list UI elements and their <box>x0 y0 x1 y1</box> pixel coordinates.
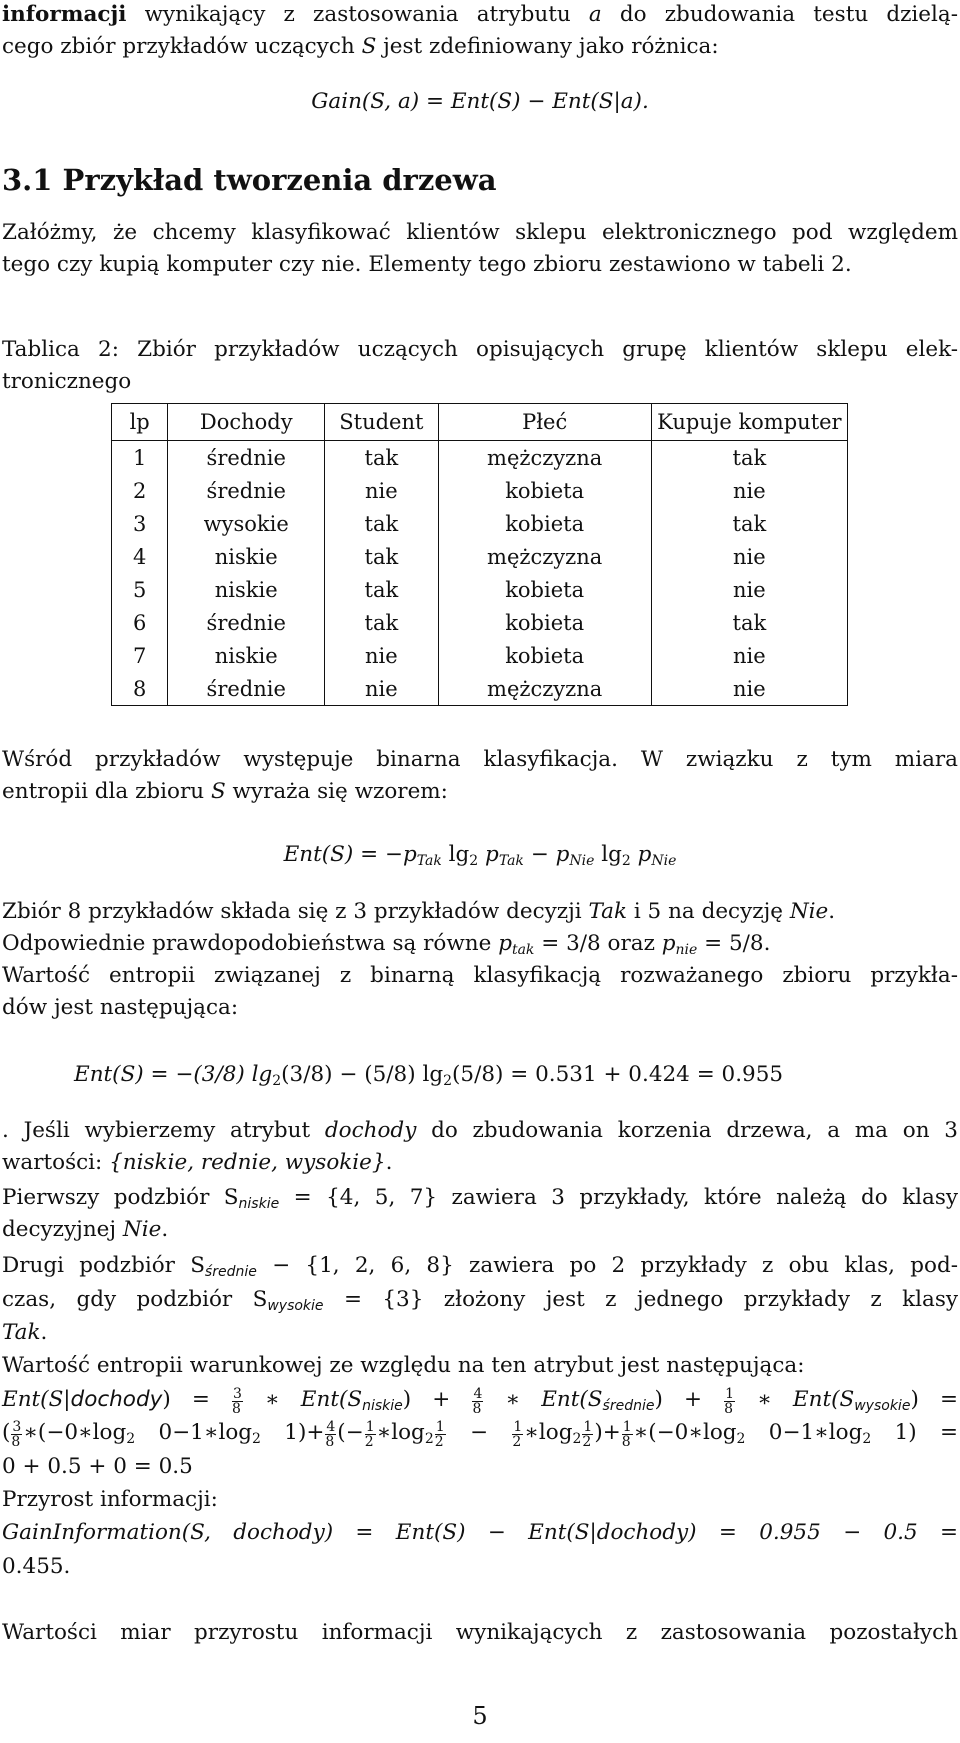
subsets-line-5 <box>2 1251 958 1281</box>
cell: nie <box>651 672 847 706</box>
text: decyzyjnej <box>2 1217 123 1242</box>
math: Ent(S| <box>2 1387 71 1412</box>
entropy-para-3-line-4: dów jest następująca: <box>2 995 239 1020</box>
frac-den: 8 <box>724 1401 734 1417</box>
fraction-1-2 <box>365 1420 376 1449</box>
cond-line-1 <box>2 1385 958 1416</box>
math-var: S <box>210 779 226 804</box>
math-sub: średnie <box>602 1398 655 1414</box>
cond-line-7: Wartości miar przyrostu informacji wynikających z zastosowania pozostałych <box>2 1620 958 1645</box>
cell: 5 <box>112 573 168 606</box>
entropy-value-formula <box>74 1060 954 1090</box>
cell: nie <box>651 573 847 606</box>
entropy-para-3-line-1 <box>2 897 958 927</box>
subsets-line-2 <box>2 1148 958 1178</box>
cond-line-6: 0.455. <box>2 1554 71 1579</box>
text: − {1, 2, 6, 8} zawiera po 2 przykłady z obu klas, pod- <box>256 1253 958 1278</box>
bold-term: informacji <box>2 2 127 27</box>
math: 1) = <box>871 1420 959 1445</box>
subsets-line-4 <box>2 1215 958 1245</box>
cell: tak <box>651 507 847 540</box>
cell: nie <box>651 639 847 672</box>
math-var: p <box>661 931 676 956</box>
text: i 5 na decyzję <box>627 899 790 924</box>
cell: 3 <box>112 507 168 540</box>
math-var: Tak <box>588 899 628 924</box>
cond-line-2 <box>2 1418 958 1449</box>
fraction-1-2 <box>512 1420 523 1449</box>
frac-den: 8 <box>11 1434 21 1450</box>
math: (3/8) − (5/8) lg <box>281 1062 444 1087</box>
math-sub: 2 <box>252 1431 261 1447</box>
entropy-formula <box>0 840 960 870</box>
subsets-line-7 <box>2 1318 958 1348</box>
math: ∗ Ent(S <box>484 1387 603 1412</box>
math: lg <box>441 842 470 867</box>
math-set: {niskie, rednie, wysokie} <box>109 1150 386 1175</box>
cell: 6 <box>112 606 168 639</box>
cell: nie <box>651 540 847 573</box>
math-sub: Nie <box>651 853 677 869</box>
math-sub: wysokie <box>267 1298 324 1314</box>
math-sub: Tak <box>416 853 442 869</box>
math-sub: Tak <box>498 853 524 869</box>
math: ) = <box>162 1387 231 1412</box>
text: wynikający z zastosowania atrybutu <box>126 2 589 27</box>
examples-table <box>111 403 848 706</box>
math: 0−1∗log <box>745 1420 863 1445</box>
text: entropii dla zbioru <box>2 779 211 804</box>
cell: 4 <box>112 540 168 573</box>
math: ∗ Ent(S <box>736 1387 855 1412</box>
cond-line-5: GainInformation(S, dochody) = Ent(S) − Ent(S|dochody) = 0.955 − 0.5 = <box>2 1520 958 1545</box>
math-var: S <box>361 34 377 59</box>
cell: 1 <box>112 441 168 475</box>
cell: tak <box>325 573 438 606</box>
frac-num: 4 <box>326 1419 336 1435</box>
math: ∗ Ent(S <box>243 1387 363 1412</box>
cell: 8 <box>112 672 168 706</box>
table-row <box>112 639 848 672</box>
math-sub: 2 <box>572 1431 582 1447</box>
text: = 5/8. <box>697 931 771 956</box>
math: ( <box>2 1420 11 1445</box>
cond-line-3: 0 + 0.5 + 0 = 0.5 <box>2 1454 193 1479</box>
math: ∗log <box>376 1420 425 1445</box>
math: ) + <box>654 1387 724 1412</box>
math-sub: Nie <box>569 853 595 869</box>
frac-den: 8 <box>232 1401 241 1417</box>
cell: kobieta <box>438 573 651 606</box>
cell: tak <box>651 441 847 475</box>
fraction-1-2 <box>435 1420 446 1449</box>
math-var: Nie <box>789 899 829 924</box>
frac-num: 1 <box>725 1386 735 1402</box>
cell: niskie <box>168 573 325 606</box>
math-sub: niskie <box>362 1398 403 1414</box>
subsets-line-6 <box>2 1285 958 1315</box>
table-row <box>112 540 848 573</box>
cell: kobieta <box>438 606 651 639</box>
cell: nie <box>651 474 847 507</box>
cell: niskie <box>168 540 325 573</box>
text: Pierwszy podzbiór S <box>2 1185 239 1210</box>
text: cego zbiór przykładów uczących <box>2 34 362 59</box>
cell: mężczyzna <box>438 672 651 706</box>
table-caption-line-1: Tablica 2: Zbiór przykładów uczących opisujących grupę klientów sklepu elek- <box>2 337 958 362</box>
text: . Jeśli wybierzemy atrybut <box>2 1118 325 1143</box>
intro-line-2 <box>2 32 958 62</box>
text: . <box>828 899 836 924</box>
frac-num: 3 <box>233 1386 242 1402</box>
fraction-1-8 <box>724 1387 735 1416</box>
math: Ent(S) = −p <box>283 842 417 867</box>
math-sub: średnie <box>204 1264 257 1280</box>
header-student: Student <box>325 404 438 441</box>
table-row <box>112 573 848 606</box>
cell: tak <box>325 540 438 573</box>
text: Odpowiednie prawdopodobieństwa są równe <box>2 931 499 956</box>
header-dochody: Dochody <box>168 404 325 441</box>
math: ) = <box>910 1387 958 1412</box>
fraction-4-8 <box>472 1387 483 1416</box>
math-sub: wysokie <box>854 1398 911 1414</box>
cell: mężczyzna <box>438 540 651 573</box>
math: 0−1∗log <box>135 1420 253 1445</box>
frac-num: 1 <box>622 1419 632 1435</box>
text: = {4, 5, 7} zawiera 3 przykłady, które należą do klasy <box>279 1185 959 1210</box>
cell: 7 <box>112 639 168 672</box>
math: p <box>478 842 499 867</box>
math-sub: nie <box>675 942 698 958</box>
math: − <box>446 1420 512 1445</box>
section-para-line-2: tego czy kupią komputer czy nie. Elementy tego zbioru zestawiono w tabeli 2. <box>2 252 852 277</box>
text: do zbudowania korzenia drzewa, a ma on 3 <box>416 1118 958 1143</box>
fraction-4-8 <box>325 1420 336 1449</box>
section-title: 3.1 Przykład tworzenia drzewa <box>2 163 497 197</box>
table-row <box>112 606 848 639</box>
cell: tak <box>325 441 438 475</box>
text: do zbudowania testu dzielą- <box>601 2 958 27</box>
frac-num: 1 <box>513 1419 523 1435</box>
intro-line-1 <box>2 0 958 30</box>
entropy-para-line-2 <box>2 777 958 807</box>
math-sub: 2 <box>862 1431 872 1447</box>
math-sub: 2 <box>736 1431 746 1447</box>
entropy-para-3-line-2 <box>2 929 958 959</box>
fraction-1-8 <box>622 1420 633 1449</box>
cell: tak <box>325 606 438 639</box>
math: ) + <box>402 1387 472 1412</box>
cell: wysokie <box>168 507 325 540</box>
math-sub: 2 <box>443 1073 453 1089</box>
math: − p <box>523 842 570 867</box>
header-kupuje: Kupuje komputer <box>651 404 847 441</box>
text: Drugi podzbiór S <box>2 1253 205 1278</box>
math: p <box>630 842 652 867</box>
cell: kobieta <box>438 474 651 507</box>
math: ∗log <box>524 1420 573 1445</box>
text: = 3/8 oraz <box>534 931 662 956</box>
math-var: a <box>588 2 602 27</box>
cell: tak <box>651 606 847 639</box>
math-var: p <box>498 931 512 956</box>
subsets-line-1 <box>2 1116 958 1146</box>
frac-den: 2 <box>434 1434 444 1450</box>
math: (− <box>337 1420 364 1445</box>
gain-formula: Gain(S, a) = Ent(S) − Ent(S|a). <box>311 89 649 114</box>
table-row <box>112 672 848 706</box>
math: (5/8) = 0.531 + 0.424 = 0.955 <box>452 1062 784 1087</box>
math: lg <box>594 842 622 867</box>
text: jest zdefiniowany jako różnica: <box>376 34 719 59</box>
math-sub: 2 <box>469 853 479 869</box>
math-sub: niskie <box>238 1196 280 1212</box>
frac-den: 8 <box>621 1434 631 1450</box>
math-var: Tak <box>2 1320 41 1345</box>
text: = {3} złożony jest z jednego przykłady z klasy <box>323 1287 959 1312</box>
text: Zbiór 8 przykładów składa się z 3 przykładów decyzji <box>2 899 589 924</box>
frac-den: 2 <box>512 1434 522 1450</box>
page-number: 5 <box>472 1702 488 1730</box>
math-sub: 2 <box>126 1431 136 1447</box>
cell: nie <box>325 639 438 672</box>
cond-line-4: Przyrost informacji: <box>2 1487 218 1512</box>
math-var: Nie <box>122 1217 162 1242</box>
frac-num: 1 <box>365 1419 375 1435</box>
frac-den: 2 <box>364 1434 374 1450</box>
math-sub: 2 <box>272 1073 282 1089</box>
text: czas, gdy podzbiór S <box>2 1287 268 1312</box>
fraction-1-2 <box>582 1420 593 1449</box>
frac-num: 3 <box>12 1419 22 1435</box>
frac-den: 8 <box>472 1401 482 1417</box>
fraction-3-8 <box>232 1387 243 1416</box>
text: wyraża się wzorem: <box>225 779 448 804</box>
frac-den: 8 <box>325 1434 335 1450</box>
math-sub: tak <box>511 942 535 958</box>
cell: kobieta <box>438 507 651 540</box>
cell: nie <box>325 474 438 507</box>
header-lp: lp <box>112 404 168 441</box>
subsets-line-3 <box>2 1183 958 1213</box>
cell: średnie <box>168 474 325 507</box>
text: . <box>385 1150 393 1175</box>
text: . <box>161 1217 169 1242</box>
math: )+ <box>594 1420 621 1445</box>
fraction-3-8 <box>11 1420 22 1449</box>
table-caption-line-2: tronicznego <box>2 369 132 394</box>
math: ∗(−0∗log <box>23 1420 127 1445</box>
cell: nie <box>325 672 438 706</box>
cell: mężczyzna <box>438 441 651 475</box>
math: ∗(−0∗log <box>633 1420 737 1445</box>
table-row <box>112 474 848 507</box>
entropy-para-line-1: Wśród przykładów występuje binarna klasyfikacja. W związku z tym miara <box>2 747 958 772</box>
header-plec: Płeć <box>438 404 651 441</box>
cell: niskie <box>168 639 325 672</box>
frac-den: 2 <box>582 1434 592 1450</box>
frac-num: 4 <box>473 1386 483 1402</box>
math-var: dochody <box>324 1118 417 1143</box>
cell: tak <box>325 507 438 540</box>
cell: średnie <box>168 672 325 706</box>
table-header-row <box>112 404 848 441</box>
text: wartości: <box>2 1150 110 1175</box>
math: 1)+ <box>260 1420 325 1445</box>
frac-num: 1 <box>435 1419 445 1435</box>
math-sub: 2 <box>621 853 631 869</box>
section-para-line-1: Załóżmy, że chcemy klasyfikować klientów sklepu elektronicznego pod względem <box>2 220 958 245</box>
math-var: dochody <box>70 1387 163 1412</box>
math: Ent(S) = −(3/8) lg <box>74 1062 273 1087</box>
math-sub: 2 <box>424 1431 434 1447</box>
cell: kobieta <box>438 639 651 672</box>
table-row <box>112 507 848 540</box>
entropy-para-3-line-3: Wartość entropii związanej z binarną klasyfikacją rozważanego zbioru przykła- <box>2 963 958 988</box>
table-row <box>112 441 848 475</box>
text: . <box>40 1320 48 1345</box>
subsets-line-8: Wartość entropii warunkowej ze względu na ten atrybut jest następująca: <box>2 1353 805 1378</box>
cell: 2 <box>112 474 168 507</box>
cell: średnie <box>168 441 325 475</box>
frac-num: 1 <box>583 1419 593 1435</box>
cell: średnie <box>168 606 325 639</box>
